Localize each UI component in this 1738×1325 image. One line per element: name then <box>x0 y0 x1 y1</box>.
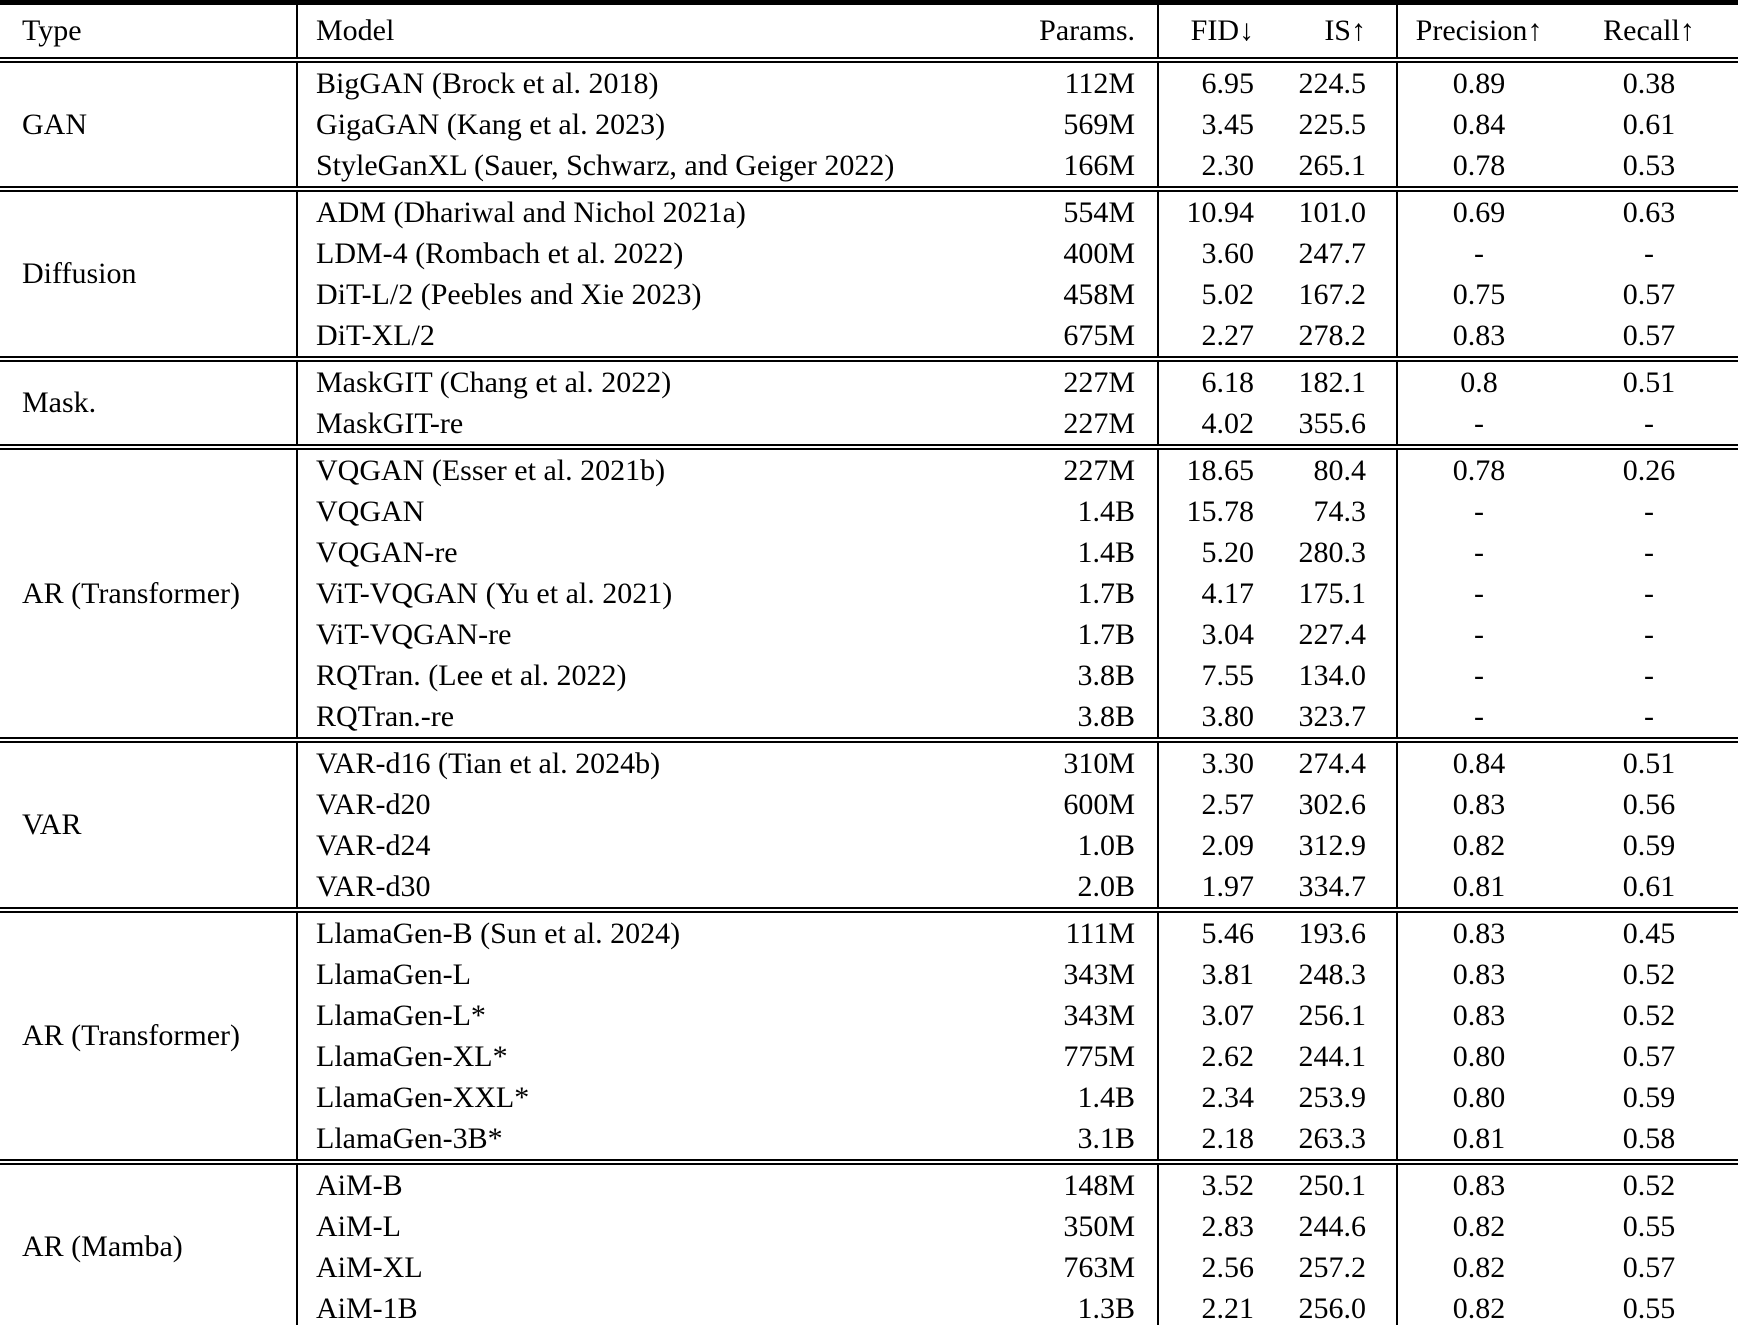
cell-precision: 0.80 <box>1397 1077 1560 1118</box>
cell-model: VQGAN (Esser et al. 2021b) <box>297 447 930 491</box>
cell-fid: 2.21 <box>1158 1288 1280 1325</box>
cell-fid: 2.62 <box>1158 1036 1280 1077</box>
cell-is: 250.1 <box>1280 1162 1397 1206</box>
cell-precision: 0.8 <box>1397 359 1560 403</box>
cell-recall: 0.52 <box>1622 957 1676 991</box>
cell-is: 312.9 <box>1298 828 1366 862</box>
cell-is: 323.7 <box>1298 699 1366 733</box>
cell-recall: 0.56 <box>1622 787 1676 821</box>
cell-params: 112M <box>1064 66 1135 100</box>
cell-fid: 5.46 <box>1158 910 1280 954</box>
table-row <box>0 910 1738 954</box>
cell-params: 3.8B <box>1077 658 1135 692</box>
cell-recall: 0.51 <box>1560 740 1738 784</box>
cell-is: 175.1 <box>1298 576 1366 610</box>
cell-precision: 0.82 <box>1397 825 1560 866</box>
cell-params: 763M <box>1063 1250 1135 1284</box>
cell-recall: 0.55 <box>1622 1209 1676 1243</box>
cell-params: 310M <box>930 740 1158 784</box>
cell-fid: 2.56 <box>1158 1247 1280 1288</box>
cell-is: 74.3 <box>1313 494 1366 528</box>
cell-is: 256.1 <box>1298 998 1366 1032</box>
cell-fid: 2.27 <box>1158 315 1280 359</box>
cell-precision: 0.82 <box>1397 1206 1560 1247</box>
header-row <box>0 3 1738 61</box>
cell-model: DiT-XL/2 <box>297 315 930 359</box>
cell-precision: 0.80 <box>1397 1036 1560 1077</box>
cell-precision: 0.83 <box>1397 1162 1560 1206</box>
cell-params: 1.4B <box>1077 535 1135 569</box>
cell-precision: 0.69 <box>1397 189 1560 233</box>
cell-is: 244.1 <box>1298 1039 1366 1073</box>
cell-model: LlamaGen-B (Sun et al. 2024) <box>297 910 930 954</box>
cell-fid: 3.30 <box>1158 740 1280 784</box>
cell-params: 458M <box>1063 277 1135 311</box>
cell-precision: 0.83 <box>1397 784 1560 825</box>
cell-fid: 2.18 <box>1158 1118 1280 1162</box>
cell-is: 253.9 <box>1298 1080 1366 1114</box>
cell-params: 775M <box>1063 1039 1135 1073</box>
cell-precision: 0.83 <box>1397 954 1560 995</box>
cell-precision: 0.75 <box>1397 274 1560 315</box>
cell-model: VAR-d20 <box>297 784 930 825</box>
cell-model: BigGAN (Brock et al. 2018) <box>297 60 930 104</box>
cell-is: 256.0 <box>1298 1291 1366 1325</box>
cell-is: 225.5 <box>1298 107 1366 141</box>
section-3 <box>0 447 1738 740</box>
table-row <box>0 189 1738 233</box>
cell-model: VQGAN <box>297 491 930 532</box>
table-row <box>0 740 1738 784</box>
cell-recall: 0.26 <box>1560 447 1738 491</box>
cell-is: 101.0 <box>1280 189 1397 233</box>
cell-model: GigaGAN (Kang et al. 2023) <box>297 104 930 145</box>
cell-recall: - <box>1644 406 1654 440</box>
cell-params: 600M <box>1063 787 1135 821</box>
cell-recall: 0.38 <box>1622 66 1676 100</box>
cell-is: 244.6 <box>1298 1209 1366 1243</box>
cell-fid: 4.02 <box>1158 403 1280 447</box>
col-header-is: IS↑ <box>1280 3 1397 61</box>
cell-is: 182.1 <box>1280 359 1397 403</box>
cell-precision: 0.83 <box>1397 995 1560 1036</box>
cell-params: 1.4B <box>1077 1080 1135 1114</box>
cell-params: 1.7B <box>1077 576 1135 610</box>
cell-model: VAR-d24 <box>297 825 930 866</box>
cell-recall: 0.57 <box>1622 1250 1676 1284</box>
col-header-model: Model <box>297 3 930 61</box>
cell-fid: 4.17 <box>1158 573 1280 614</box>
cell-precision: 0.83 <box>1397 910 1560 954</box>
cell-recall: 0.57 <box>1622 277 1676 311</box>
cell-recall: 0.58 <box>1622 1121 1676 1155</box>
cell-model: AiM-B <box>297 1162 930 1206</box>
section-2 <box>0 359 1738 447</box>
cell-fid: 3.52 <box>1158 1162 1280 1206</box>
cell-fid: 3.45 <box>1158 104 1280 145</box>
cell-params: 227M <box>930 359 1158 403</box>
cell-params: 343M <box>1063 957 1135 991</box>
type-label: Diffusion <box>0 189 297 359</box>
cell-params: 343M <box>1063 998 1135 1032</box>
cell-model: LlamaGen-L <box>297 954 930 995</box>
cell-is: 167.2 <box>1298 277 1366 311</box>
cell-precision: - <box>1397 655 1560 696</box>
cell-model: StyleGanXL (Sauer, Schwarz, and Geiger 2022) <box>297 145 930 189</box>
type-label: VAR <box>0 740 297 910</box>
col-header-recall: Recall↑ <box>1560 3 1738 61</box>
table-row <box>0 447 1738 491</box>
cell-recall: - <box>1644 617 1654 651</box>
cell-params: 227M <box>930 447 1158 491</box>
section-1 <box>0 189 1738 359</box>
section-0 <box>0 60 1738 189</box>
table-row <box>0 60 1738 104</box>
cell-is: 280.3 <box>1298 535 1366 569</box>
cell-fid: 2.09 <box>1158 825 1280 866</box>
cell-is: 80.4 <box>1280 447 1397 491</box>
col-header-precision: Precision↑ <box>1397 3 1560 61</box>
cell-is: 355.6 <box>1298 406 1366 440</box>
cell-recall: 0.45 <box>1560 910 1738 954</box>
cell-recall: 0.57 <box>1622 1039 1676 1073</box>
cell-model: VQGAN-re <box>297 532 930 573</box>
cell-is: 134.0 <box>1298 658 1366 692</box>
cell-is: 224.5 <box>1298 66 1366 100</box>
cell-precision: 0.78 <box>1397 447 1560 491</box>
cell-fid: 3.60 <box>1158 233 1280 274</box>
cell-params: 111M <box>930 910 1158 954</box>
cell-params: 400M <box>1063 236 1135 270</box>
cell-is: 257.2 <box>1298 1250 1366 1284</box>
cell-is: 302.6 <box>1298 787 1366 821</box>
cell-recall: - <box>1644 576 1654 610</box>
cell-recall: 0.59 <box>1622 1080 1676 1114</box>
cell-model: MaskGIT-re <box>297 403 930 447</box>
type-label: AR (Mamba) <box>0 1162 297 1325</box>
section-4 <box>0 740 1738 910</box>
cell-precision: 0.82 <box>1397 1247 1560 1288</box>
cell-is: 247.7 <box>1298 236 1366 270</box>
cell-fid: 15.78 <box>1158 491 1280 532</box>
cell-is: 193.6 <box>1280 910 1397 954</box>
cell-fid: 3.80 <box>1158 696 1280 740</box>
cell-fid: 2.57 <box>1158 784 1280 825</box>
cell-fid: 6.18 <box>1158 359 1280 403</box>
cell-params: 350M <box>1063 1209 1135 1243</box>
cell-params: 569M <box>1063 107 1135 141</box>
cell-fid: 2.34 <box>1158 1077 1280 1118</box>
cell-is: 263.3 <box>1298 1121 1366 1155</box>
cell-params: 675M <box>1063 318 1135 352</box>
cell-recall: - <box>1644 658 1654 692</box>
cell-fid: 10.94 <box>1158 189 1280 233</box>
cell-fid: 3.04 <box>1158 614 1280 655</box>
cell-params: 1.4B <box>1077 494 1135 528</box>
section-5 <box>0 910 1738 1162</box>
type-label: GAN <box>22 107 87 141</box>
type-label: AR (Transformer) <box>0 447 297 740</box>
cell-model: ViT-VQGAN (Yu et al. 2021) <box>297 573 930 614</box>
cell-precision: - <box>1397 573 1560 614</box>
cell-fid: 5.20 <box>1158 532 1280 573</box>
cell-model: LlamaGen-3B* <box>297 1118 930 1162</box>
cell-model: LlamaGen-L* <box>297 995 930 1036</box>
cell-precision: - <box>1397 532 1560 573</box>
cell-recall: 0.59 <box>1622 828 1676 862</box>
cell-recall: 0.55 <box>1622 1291 1676 1325</box>
cell-recall: 0.61 <box>1622 107 1676 141</box>
cell-recall: - <box>1644 699 1654 733</box>
cell-model: LDM-4 (Rombach et al. 2022) <box>297 233 930 274</box>
cell-precision: 0.82 <box>1397 1288 1560 1325</box>
cell-fid: 2.30 <box>1158 145 1280 189</box>
cell-fid: 6.95 <box>1158 60 1280 104</box>
cell-params: 1.0B <box>1077 828 1135 862</box>
cell-is: 265.1 <box>1298 148 1366 182</box>
cell-recall: 0.63 <box>1560 189 1738 233</box>
cell-recall: 0.51 <box>1560 359 1738 403</box>
cell-is: 227.4 <box>1298 617 1366 651</box>
cell-recall: - <box>1644 494 1654 528</box>
cell-precision: 0.84 <box>1397 104 1560 145</box>
cell-fid: 7.55 <box>1158 655 1280 696</box>
cell-fid: 3.81 <box>1158 954 1280 995</box>
cell-recall: 0.53 <box>1622 148 1676 182</box>
cell-precision: 0.81 <box>1397 1118 1560 1162</box>
cell-params: 1.7B <box>1077 617 1135 651</box>
cell-fid: 1.97 <box>1158 866 1280 910</box>
cell-model: AiM-XL <box>297 1247 930 1288</box>
type-label: AR (Transformer) <box>0 910 297 1162</box>
cell-is: 334.7 <box>1298 869 1366 903</box>
cell-fid: 2.83 <box>1158 1206 1280 1247</box>
cell-model: ADM (Dhariwal and Nichol 2021a) <box>297 189 930 233</box>
table-row <box>0 1162 1738 1206</box>
cell-precision: 0.78 <box>1397 145 1560 189</box>
cell-precision: - <box>1397 233 1560 274</box>
cell-model: RQTran. (Lee et al. 2022) <box>297 655 930 696</box>
col-header-type: Type <box>0 3 297 61</box>
cell-precision: - <box>1397 403 1560 447</box>
cell-fid: 18.65 <box>1158 447 1280 491</box>
cell-precision: - <box>1397 696 1560 740</box>
cell-recall: 0.57 <box>1622 318 1676 352</box>
table-row <box>0 359 1738 403</box>
cell-params: 148M <box>930 1162 1158 1206</box>
cell-model: ViT-VQGAN-re <box>297 614 930 655</box>
cell-model: VAR-d30 <box>297 866 930 910</box>
cell-model: DiT-L/2 (Peebles and Xie 2023) <box>297 274 930 315</box>
cell-params: 554M <box>930 189 1158 233</box>
cell-precision: - <box>1397 614 1560 655</box>
cell-params: 166M <box>1063 148 1135 182</box>
cell-precision: 0.81 <box>1397 866 1560 910</box>
cell-precision: 0.89 <box>1397 60 1560 104</box>
cell-is: 274.4 <box>1280 740 1397 784</box>
cell-precision: 0.83 <box>1397 315 1560 359</box>
cell-fid: 3.07 <box>1158 995 1280 1036</box>
cell-is: 278.2 <box>1298 318 1366 352</box>
cell-params: 1.3B <box>1077 1291 1135 1325</box>
type-label: Mask. <box>0 359 297 447</box>
cell-model: RQTran.-re <box>297 696 930 740</box>
cell-model: VAR-d16 (Tian et al. 2024b) <box>297 740 930 784</box>
cell-recall: 0.52 <box>1622 998 1676 1032</box>
cell-model: LlamaGen-XXL* <box>297 1077 930 1118</box>
col-header-params: Params. <box>930 3 1158 61</box>
cell-is: 248.3 <box>1298 957 1366 991</box>
cell-model: LlamaGen-XL* <box>297 1036 930 1077</box>
cell-params: 2.0B <box>1077 869 1135 903</box>
cell-model: AiM-1B <box>297 1288 930 1325</box>
cell-recall: 0.52 <box>1560 1162 1738 1206</box>
cell-recall: 0.61 <box>1622 869 1676 903</box>
cell-fid: 5.02 <box>1158 274 1280 315</box>
cell-recall: - <box>1644 535 1654 569</box>
section-6 <box>0 1162 1738 1325</box>
cell-params: 3.8B <box>1077 699 1135 733</box>
cell-params: 3.1B <box>1077 1121 1135 1155</box>
cell-precision: 0.84 <box>1397 740 1560 784</box>
cell-recall: - <box>1644 236 1654 270</box>
table-header <box>0 3 1738 61</box>
col-header-fid: FID↓ <box>1158 3 1280 61</box>
cell-params: 227M <box>1063 406 1135 440</box>
cell-model: AiM-L <box>297 1206 930 1247</box>
cell-precision: - <box>1397 491 1560 532</box>
cell-model: MaskGIT (Chang et al. 2022) <box>297 359 930 403</box>
